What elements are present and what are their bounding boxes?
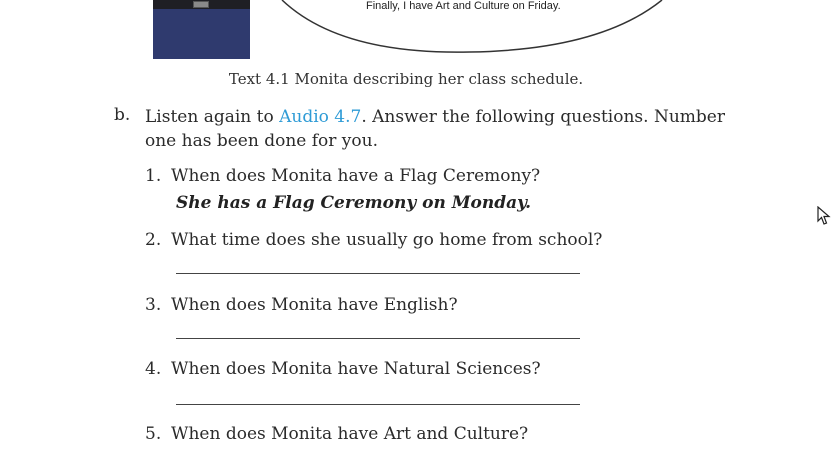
question-number: 4. [145, 359, 162, 379]
section-b-marker: b. [114, 105, 131, 125]
sample-answer: She has a Flag Ceremony on Monday. [176, 193, 531, 213]
instruction-text-end: . Answer the following questions. Number one has been done for you. [145, 107, 725, 151]
question-text: When does Monita have a Flag Ceremony? [171, 166, 541, 186]
question-text: When does Monita have English? [171, 295, 458, 315]
question-number: 5. [145, 424, 162, 444]
answer-blank[interactable] [176, 273, 580, 274]
question-text: When does Monita have Natural Sciences? [171, 359, 541, 379]
question-number: 1. [145, 166, 162, 186]
question-text: When does Monita have Art and Culture? [171, 424, 529, 444]
answer-blank[interactable] [176, 338, 580, 339]
question-text: What time does she usually go home from school? [171, 230, 603, 250]
answer-blank[interactable] [176, 404, 580, 405]
question-number: 2. [145, 230, 162, 250]
mouse-cursor-icon [817, 206, 831, 226]
section-b-instructions [145, 105, 725, 153]
figure-caption: Text 4.1 Monita describing her class schedule. [228, 70, 584, 88]
question-number: 3. [145, 295, 162, 315]
instruction-text-start: Listen again to [145, 107, 280, 127]
speech-bubble-text: Finally, I have Art and Culture on Friday. [366, 0, 561, 12]
audio-link[interactable]: Audio 4.7 [279, 107, 362, 127]
